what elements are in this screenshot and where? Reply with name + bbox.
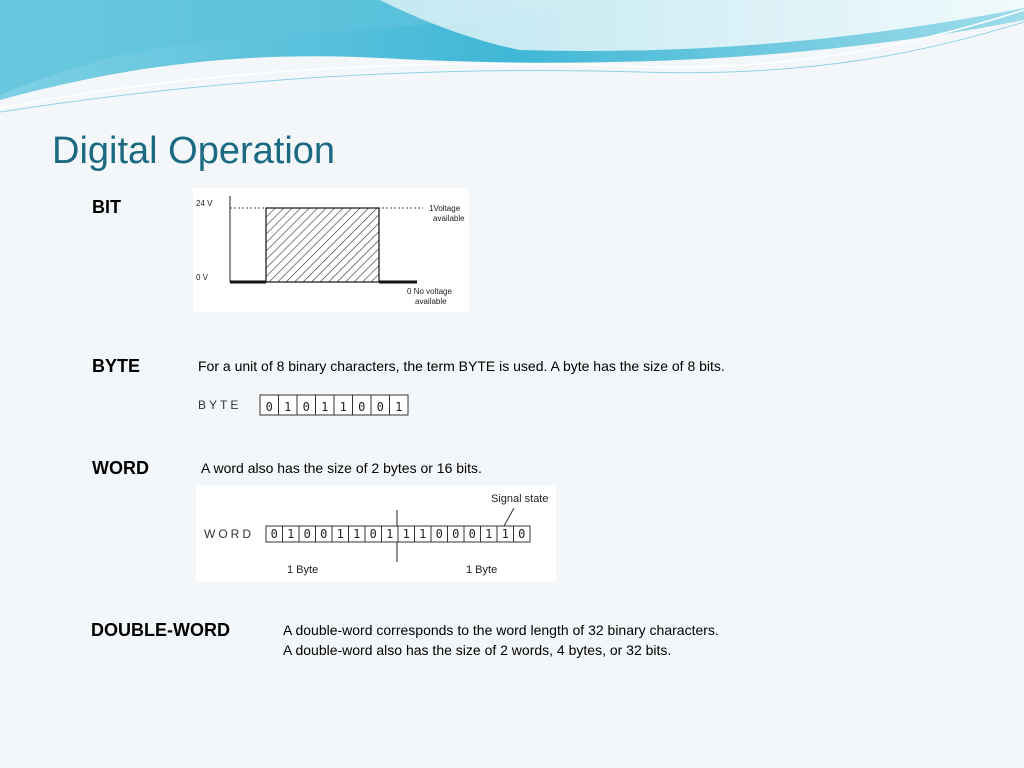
word-bit-value: 1 — [485, 527, 493, 541]
bit-high-label-1: 1Voltage — [429, 204, 461, 213]
bit-0v-label: 0 V — [196, 273, 209, 282]
page-title: Digital Operation — [52, 130, 336, 172]
word-bit-value: 1 — [402, 527, 410, 541]
word-bit-value: 0 — [369, 527, 377, 541]
byte-bit-value: 1 — [321, 400, 329, 414]
word-bit-value: 1 — [336, 527, 344, 541]
word-bit-value: 0 — [452, 527, 460, 541]
word-bit-value: 1 — [287, 527, 295, 541]
bit-24v-label: 24 V — [196, 199, 213, 208]
word-term: WORD — [92, 458, 149, 478]
byte-bit-value: 0 — [265, 400, 273, 414]
word-diagram-label: WORD — [204, 527, 254, 541]
byte-bit-value: 0 — [358, 400, 366, 414]
word-signal-state-label: Signal state — [491, 493, 549, 505]
bit-low-label-2: available — [415, 297, 447, 306]
bit-low-label-1: 0 No voltage — [407, 287, 452, 296]
word-bit-value: 1 — [419, 527, 427, 541]
byte-bit-value: 1 — [395, 400, 403, 414]
word-bit-value: 1 — [386, 527, 394, 541]
word-bit-value: 0 — [320, 527, 328, 541]
bit-high-label-2: available — [433, 214, 465, 223]
byte-bit-value: 0 — [376, 400, 384, 414]
byte-diagram — [196, 392, 416, 418]
word-bit-value: 1 — [501, 527, 509, 541]
byte-bit-value: 1 — [284, 400, 292, 414]
word-bit-value: 0 — [435, 527, 443, 541]
double-word-description-2: A double-word also has the size of 2 words, 4 bytes, or 32 bits. — [283, 642, 672, 658]
word-bit-value: 0 — [270, 527, 278, 541]
word-bit-value: 0 — [518, 527, 526, 541]
word-bit-value: 0 — [303, 527, 311, 541]
word-byte-label-left: 1 Byte — [287, 564, 319, 576]
byte-bit-value: 0 — [302, 400, 310, 414]
double-word-term: DOUBLE-WORD — [91, 620, 230, 640]
word-byte-label-right: 1 Byte — [466, 564, 498, 576]
word-bit-value: 0 — [468, 527, 476, 541]
header-wave-decoration — [0, 0, 1024, 120]
byte-bit-value: 1 — [339, 400, 347, 414]
bit-term: BIT — [92, 197, 121, 217]
word-bit-value: 1 — [353, 527, 361, 541]
bit-signal-diagram — [193, 188, 469, 312]
byte-description: For a unit of 8 binary characters, the term BYTE is used. A byte has the size of 8 bits. — [198, 358, 725, 374]
byte-diagram-label: BYTE — [198, 398, 242, 412]
double-word-description-1: A double-word corresponds to the word length of 32 binary characters. — [283, 622, 719, 638]
word-description: A word also has the size of 2 bytes or 16 bits. — [201, 460, 482, 476]
byte-term: BYTE — [92, 356, 141, 376]
word-diagram — [196, 486, 556, 582]
